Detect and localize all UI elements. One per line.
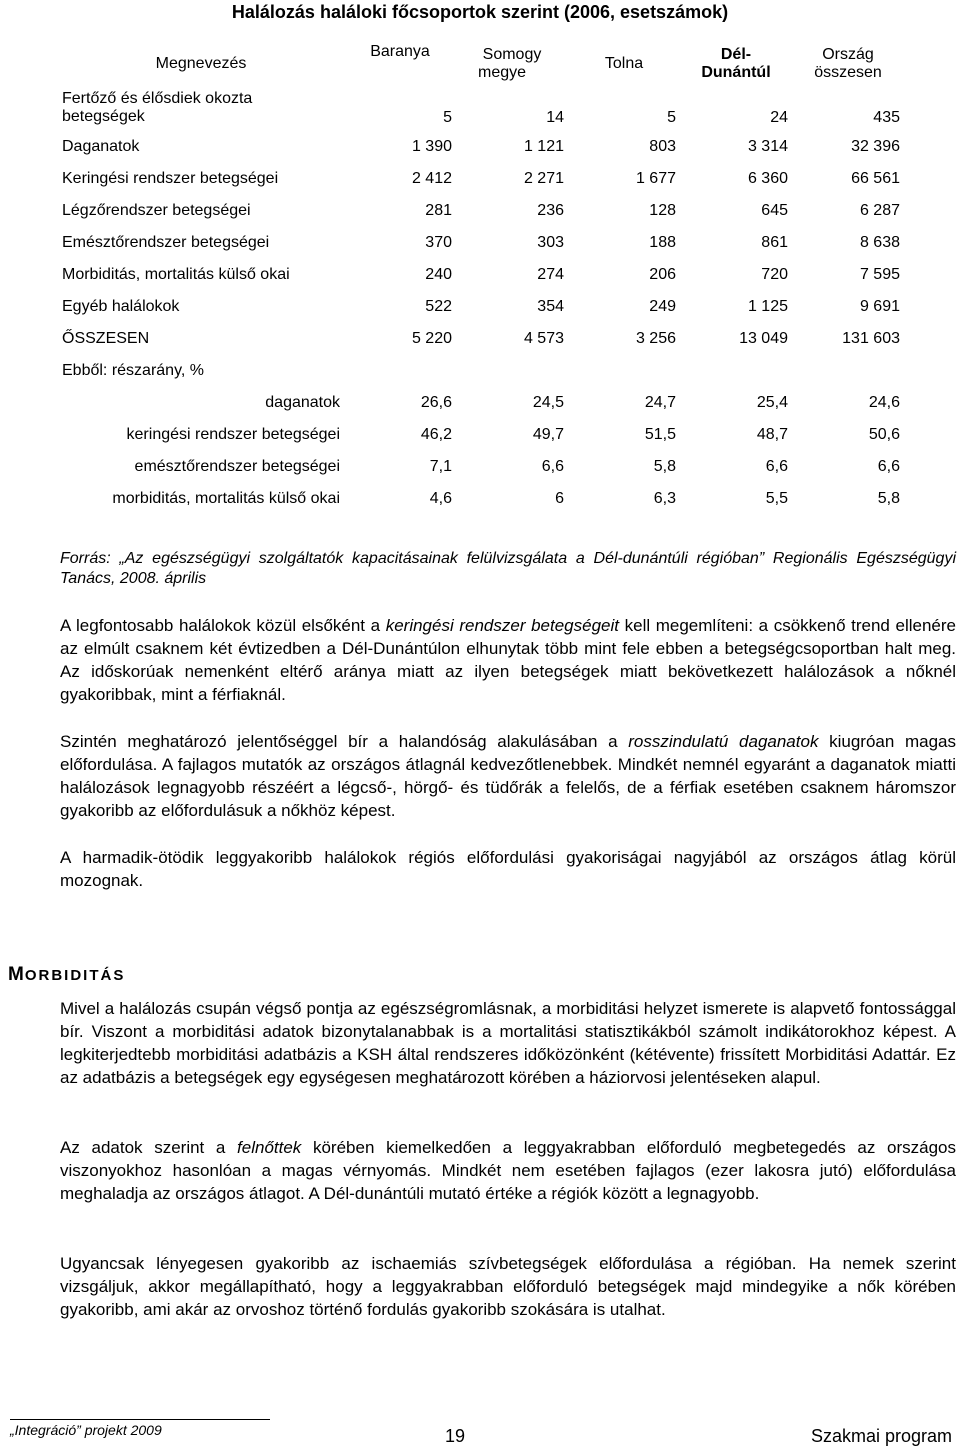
paragraph-1-start: A legfontosabb halálokok közül elsőként a <box>60 616 386 635</box>
cell-value: 720 <box>761 266 788 283</box>
paragraph-2 <box>60 730 956 822</box>
section-heading-rest: ORBIDITÁS <box>24 967 126 984</box>
cell-value: 249 <box>649 298 676 315</box>
share-section-label: Ebből: részarány, % <box>62 362 204 379</box>
cell-value: 14 <box>546 109 564 126</box>
paragraph-1-end: kell megemlíteni: a csökkenő trend ellenére az elmúlt csaknem két évtizedben a Dél-Dunántúlon elhunytak több mint fele ebben a betegségcsoportban halt meg. Az időskorúak nemenként eltérő aránya miatt az ilyen betegségek miatt bekövetkezett halálozások a nőknél gyakoribbak, mint a férfiaknál. <box>60 616 956 704</box>
cell-value: 46,2 <box>420 426 452 443</box>
page-number: 19 <box>444 1426 466 1446</box>
cell-value: 6 287 <box>859 202 900 219</box>
cell-value: 32 396 <box>851 138 900 155</box>
cell-value: 13 049 <box>739 330 788 347</box>
row-label: Egyéb halálokok <box>62 298 180 315</box>
cell-value: 131 603 <box>842 330 900 347</box>
cell-value: 7,1 <box>429 458 452 475</box>
cell-value: 48,7 <box>756 426 788 443</box>
cell-value: 8 638 <box>859 234 900 251</box>
row-label <box>58 85 344 131</box>
cell-value: 6 360 <box>747 170 788 187</box>
cell-value: 6,6 <box>765 458 788 475</box>
row-label: Keringési rendszer betegségei <box>62 170 279 187</box>
cell-value: 9 691 <box>859 298 900 315</box>
table-row <box>58 355 904 387</box>
table-row <box>58 85 904 131</box>
footer-section: Szakmai program <box>810 1426 952 1446</box>
paragraph-5-emphasis: felnőttek <box>237 1138 302 1157</box>
paragraph-5-end: körében kiemelkedően a leggyakrabban előforduló megbetegedés az országos viszonyokhoz hasonlóan a magas vérnyomás. Mindkét nem esetében fajlagos (ezer lakosra jutó) előfordulása meghaladja az országos átlagot. A Dél-dunántúli mutató értéke a régiók között a legnagyobb. <box>60 1138 956 1203</box>
paragraph-4: Mivel a halálozás csupán végső pontja az egészségromlásnak, a morbiditási helyzet ismerete is alapvető fontossággal bír. Viszont a morbiditási adatok bizonytalanabbak is a mortalitási statisztikákból számolt indikátorokhoz képest. A legkiterjedtebb morbiditási adatbázis a KSH által rendszeres időközönként (kétévente) frissített Morbiditási Adattár. Ez az adatbázis a betegségek egy egységesen meghatározott körében a háziorvosi jelentéseken alapul. <box>60 999 956 1087</box>
header-megnevezes: Megnevezés <box>155 55 247 72</box>
table-row <box>58 451 904 483</box>
cell-value: 274 <box>537 266 564 283</box>
cell-value: 7 595 <box>859 266 900 283</box>
header-orszag-1: Ország <box>822 46 874 63</box>
header-orszag-2: összesen <box>814 64 882 81</box>
table-row <box>58 483 904 515</box>
paragraph-2-end: kiugróan magas előfordulása. A fajlagos mutatók az országos átlagnál kedvezőtlenebbek. Mindkét nemnél egyaránt a daganatok miatti halálozások legnagyobb részéért a légcső-, hörgő- és tüdőrák a felelős, de a férfiak esetében csaknem háromszor gyakoribb az előfordulásuk a nőkhöz képest. <box>60 732 956 820</box>
section-heading-morbiditas <box>8 964 125 986</box>
mortality-table <box>58 43 904 515</box>
paragraph-2-emphasis: rosszindulatú daganatok <box>628 732 819 751</box>
cell-value: 25,4 <box>756 394 788 411</box>
header-del-1: Dél- <box>720 46 752 63</box>
table-header-row <box>58 43 904 85</box>
section-heading-initial: M <box>8 964 25 985</box>
cell-value: 370 <box>425 234 452 251</box>
cell-value: 5,8 <box>877 490 900 507</box>
footer-project: „Integráció” projekt 2009 <box>10 1422 162 1438</box>
paragraph-5-start: Az adatok szerint a <box>60 1138 238 1157</box>
table-row <box>58 131 904 163</box>
row-label: daganatok <box>265 394 340 411</box>
cell-value: 51,5 <box>644 426 676 443</box>
cell-value: 128 <box>649 202 676 219</box>
cell-value: 5,5 <box>765 490 788 507</box>
table-row <box>58 323 904 355</box>
cell-value: 2 412 <box>411 170 452 187</box>
cell-value: 5 <box>667 109 676 126</box>
cell-value: 24,5 <box>532 394 564 411</box>
table-row <box>58 195 904 227</box>
paragraph-2-start: Szintén meghatározó jelentőséggel bír a halandóság alakulásában a <box>60 732 629 751</box>
cell-value: 188 <box>649 234 676 251</box>
cell-value: 354 <box>537 298 564 315</box>
cell-value: 303 <box>537 234 564 251</box>
cell-value: 66 561 <box>851 170 900 187</box>
cell-value: 240 <box>425 266 452 283</box>
cell-value: 24,7 <box>644 394 676 411</box>
cell-value: 49,7 <box>532 426 564 443</box>
cell-value: 1 125 <box>747 298 788 315</box>
table-row <box>58 291 904 323</box>
header-baranya: Baranya <box>370 43 430 60</box>
cell-value: 24 <box>770 109 788 126</box>
source-note: Forrás: „Az egészségügyi szolgáltatók kapacitásainak felülvizsgálata a Dél-dunántúli régióban” Regionális Egészségügyi Tanács, 2008. április <box>60 550 956 587</box>
table-row <box>58 163 904 195</box>
cell-value: 645 <box>761 202 788 219</box>
header-orszag <box>792 43 904 85</box>
cell-value: 206 <box>649 266 676 283</box>
row-label: ŐSSZESEN <box>62 330 150 347</box>
cell-value: 6,3 <box>653 490 676 507</box>
cell-value: 6,6 <box>877 458 900 475</box>
header-tolna: Tolna <box>604 55 644 72</box>
paragraph-5 <box>60 1136 956 1205</box>
paragraph-3: A harmadik-ötödik leggyakoribb halálokok régiós előfordulási gyakoriságai nagyjából az országos átlag körül mozognak. <box>60 848 956 890</box>
row-label: morbiditás, mortalitás külső okai <box>112 490 340 507</box>
row-label-line-1: Fertőző és élősdiek okozta <box>62 90 253 107</box>
cell-value: 435 <box>873 109 900 126</box>
table-row <box>58 227 904 259</box>
cell-value: 1 390 <box>411 138 452 155</box>
cell-value: 1 677 <box>635 170 676 187</box>
cell-value: 236 <box>537 202 564 219</box>
cell-value: 1 121 <box>523 138 564 155</box>
header-del-dunantul <box>680 43 792 85</box>
cell-value: 3 314 <box>747 138 788 155</box>
table-row <box>58 387 904 419</box>
cell-value: 26,6 <box>420 394 452 411</box>
table-row <box>58 419 904 451</box>
row-label: keringési rendszer betegségei <box>126 426 340 443</box>
table-row <box>58 259 904 291</box>
header-del-2: Dunántúl <box>701 64 771 81</box>
row-label: Légzőrendszer betegségei <box>62 202 251 219</box>
cell-value: 50,6 <box>868 426 900 443</box>
cell-value: 5 220 <box>411 330 452 347</box>
cell-value: 6,6 <box>541 458 564 475</box>
cell-value: 5,8 <box>653 458 676 475</box>
footer-divider <box>10 1419 270 1420</box>
cell-value: 522 <box>425 298 452 315</box>
row-label: emésztőrendszer betegségei <box>134 458 340 475</box>
header-somogy <box>456 43 568 85</box>
cell-value: 861 <box>761 234 788 251</box>
cell-value: 6 <box>555 490 564 507</box>
row-label: Morbiditás, mortalitás külső okai <box>62 266 290 283</box>
cell-value: 4,6 <box>429 490 452 507</box>
paragraph-1 <box>60 614 956 706</box>
cell-value: 4 573 <box>523 330 564 347</box>
cell-value: 3 256 <box>635 330 676 347</box>
cell-value: 24,6 <box>868 394 900 411</box>
row-label: Emésztőrendszer betegségei <box>62 234 270 251</box>
row-label-line-2: betegségek <box>62 108 145 125</box>
cell-value: 281 <box>425 202 452 219</box>
page-title: Halálozás haláloki főcsoportok szerint (2006, esetszámok) <box>231 2 729 22</box>
cell-value: 5 <box>443 109 452 126</box>
paragraph-6: Ugyancsak lényegesen gyakoribb az ischaemiás szívbetegségek előfordulása a régióban. Ha nemek szerint vizsgáljuk, akkor megállapítható, hogy a leggyakrabban előforduló betegségek majd mindegyike a nők körében gyakoribb, ami akár az orvoshoz történő fordulás gyakoribb szokására is utalhat. <box>60 1254 956 1319</box>
paragraph-1-emphasis: keringési rendszer betegségeit <box>385 616 619 635</box>
cell-value: 803 <box>649 138 676 155</box>
header-megye-label: megye <box>477 64 527 81</box>
header-somogy-label: Somogy <box>482 46 542 63</box>
cell-value: 2 271 <box>523 170 564 187</box>
row-label: Daganatok <box>62 138 140 155</box>
